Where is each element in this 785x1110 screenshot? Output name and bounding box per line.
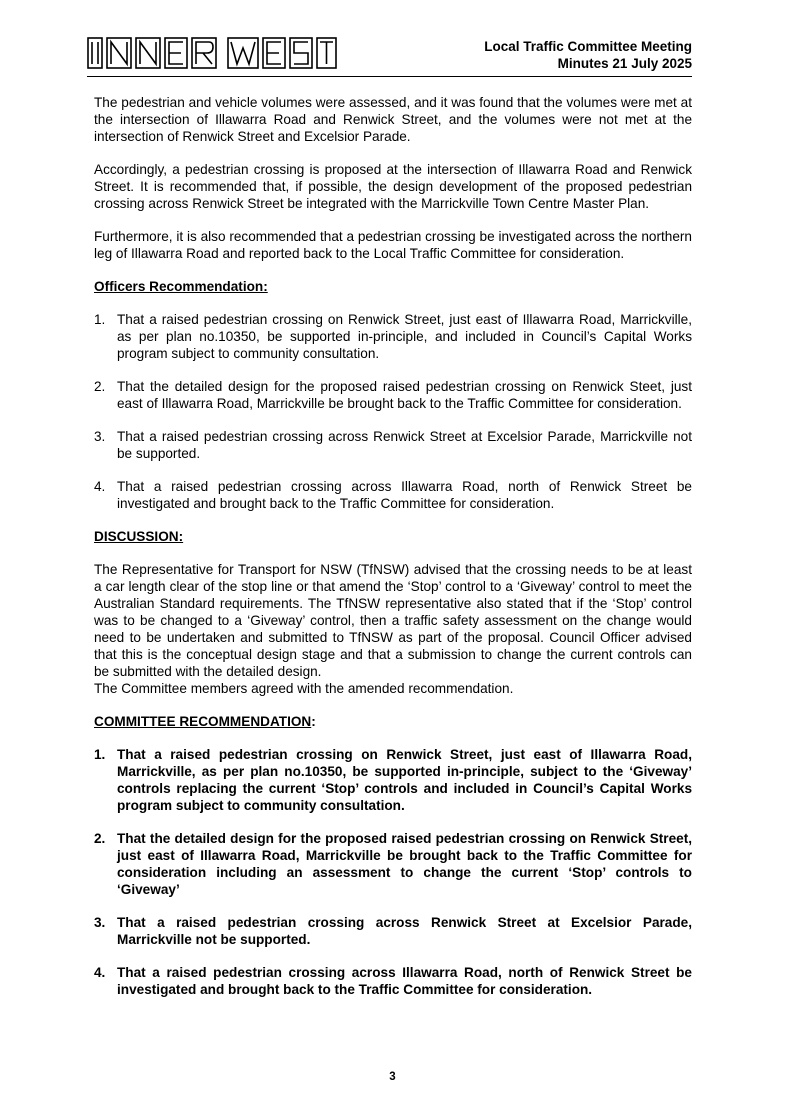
discussion-paragraph: The Representative for Transport for NSW (TfNSW) advised that the crossing needs to be at least a car length clear of the stop line or that amend the ‘Stop’ control to a ‘Giveway’ control to meet the Australian Standard requirements. The TfNSW representative also stated that if the ‘Stop’ control was to be changed to a ‘Giveway’ control, then a traffic safety assessment on the change would need to be undertaken and submitted to TfNSW as part of the proposal. Council Officer advised that this is the conceptual design stage and that a submission to change the current controls can be submitted with the detailed design. <box>94 562 692 679</box>
list-item: 3. That a raised pedestrian crossing across Renwick Street at Excelsior Parade, Marrickville not be supported. <box>94 429 692 461</box>
page-header <box>0 0 785 80</box>
list-item: 1. That a raised pedestrian crossing on Renwick Street, just east of Illawarra Road, Marrickville, as per plan no.10350, be supported in-principle, and included in Council’s Capital Works program subject to community consultation. <box>94 312 692 361</box>
inner-west-logo <box>87 36 337 70</box>
meeting-date: Minutes 21 July 2025 <box>557 56 692 71</box>
discussion-heading: DISCUSSION: <box>94 529 184 544</box>
committee-recommendation-list <box>94 746 692 998</box>
list-item: 4. That a raised pedestrian crossing across Illawarra Road, north of Renwick Street be investigated and brought back to the Traffic Committee for consideration. <box>94 965 692 997</box>
list-item: 2. That the detailed design for the proposed raised pedestrian crossing on Renwick Steet, just east of Illawarra Road, Marrickville be brought back to the Traffic Committee for consideration. <box>94 379 692 411</box>
list-item: 1. That a raised pedestrian crossing on Renwick Street, just east of Illawarra Road, Marrickville, as per plan no.10350, be supported in-principle, subject to the ‘Giveway’ controls replacing the current ‘Stop’ controls and included in Council’s Capital Works program subject to community consultation. <box>94 747 692 813</box>
officers-recommendation-heading: Officers Recommendation: <box>94 279 268 294</box>
page-content <box>94 94 692 1014</box>
page-number: 3 <box>389 1071 396 1083</box>
list-item: 3. That a raised pedestrian crossing across Renwick Street at Excelsior Parade, Marrickville not be supported. <box>94 915 692 947</box>
list-item: 4. That a raised pedestrian crossing across Illawarra Road, north of Renwick Street be investigated and brought back to the Traffic Committee for consideration. <box>94 479 692 511</box>
committee-recommendation-heading: COMMITTEE RECOMMENDATION: <box>94 714 316 729</box>
intro-paragraph-3: Furthermore, it is also recommended that a pedestrian crossing be investigated across the northern leg of Illawarra Road and reported back to the Local Traffic Committee for consideration. <box>94 229 692 261</box>
officers-recommendation-list <box>94 311 692 512</box>
intro-paragraph-2: Accordingly, a pedestrian crossing is proposed at the intersection of Illawarra Road and Renwick Street. It is recommended that, if possible, the design development of the proposed pedestrian crossing across Renwick Street be integrated with the Marrickville Town Centre Master Plan. <box>94 162 692 211</box>
meeting-title-block <box>484 38 692 72</box>
intro-paragraph-1: The pedestrian and vehicle volumes were assessed, and it was found that the volumes were met at the intersection of Illawarra Road and Renwick Street, and the volumes were not met at the intersection of Renwick Street and Excelsior Parade. <box>94 95 692 144</box>
discussion-conclusion: The Committee members agreed with the amended recommendation. <box>94 681 514 696</box>
meeting-title: Local Traffic Committee Meeting <box>484 39 692 54</box>
discussion-section <box>94 561 692 697</box>
list-item: 2. That the detailed design for the proposed raised pedestrian crossing on Renwick Street, just east of Illawarra Road, Marrickville be brought back to the Traffic Committee for consideration including an assessment to change the current ‘Stop’ controls to ‘Giveway’ <box>94 831 692 897</box>
header-divider <box>87 76 692 77</box>
